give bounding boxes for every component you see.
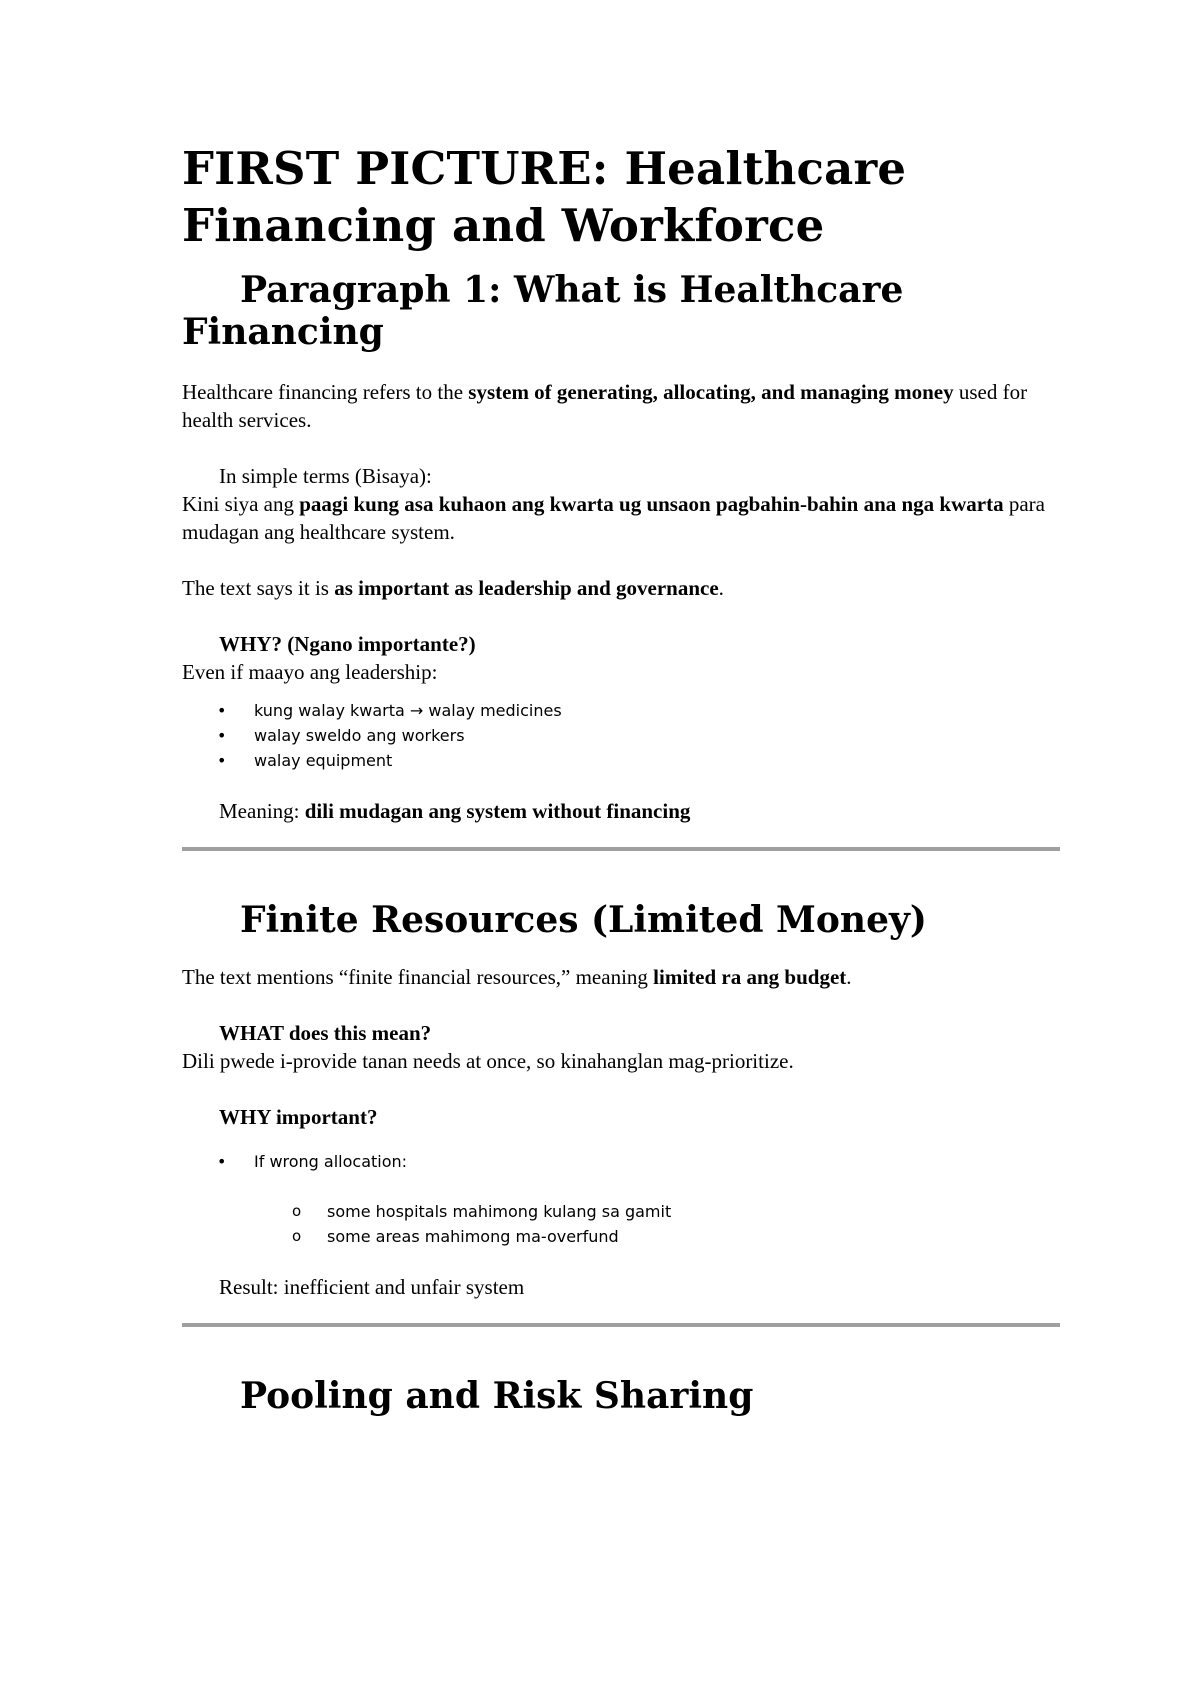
- finite-text-bold: limited ra ang budget: [653, 965, 847, 989]
- finite-mentions-paragraph: [182, 963, 1052, 991]
- bisaya-text-bold: paagi kung asa kuhaon ang kwarta ug unsaon pagbahin-bahin ana nga kwarta: [299, 492, 1004, 516]
- circle-bullet-icon: o: [292, 1202, 302, 1220]
- definition-paragraph: [182, 378, 1052, 434]
- list-item: [182, 748, 1052, 773]
- bullet-icon: •: [217, 701, 227, 720]
- meaning-text-bold: dili mudagan ang system without financing: [304, 799, 691, 823]
- document-title: FIRST PICTURE: Healthcare Financing and Workforce: [182, 142, 907, 252]
- circle-bullet-icon: o: [292, 1227, 302, 1245]
- list-item: [182, 1199, 1052, 1224]
- list-item-text: some hospitals mahimong kulang sa gamit: [327, 1202, 672, 1221]
- list-item-text: If wrong allocation:: [254, 1152, 408, 1171]
- importance-text-bold: as important as leadership and governance: [334, 576, 719, 600]
- importance-paragraph: [182, 574, 1052, 602]
- why-heading: WHY? (Ngano importante?): [219, 632, 476, 656]
- what-text: Dili pwede i-provide tanan needs at once, so kinahanglan mag-prioritize.: [182, 1049, 794, 1073]
- list-item: [182, 1224, 1052, 1249]
- importance-text-pre: The text says it is: [182, 576, 335, 600]
- why-important-heading: WHY important?: [219, 1105, 378, 1129]
- list-item: [182, 698, 1052, 723]
- bullet-icon: •: [217, 1152, 227, 1171]
- finite-text-post: .: [846, 965, 852, 989]
- bisaya-text-post: para mudagan ang healthcare system.: [182, 492, 1045, 544]
- section1-heading: Paragraph 1: What is Healthcare Financing: [182, 269, 904, 353]
- importance-text-post: .: [718, 576, 724, 600]
- section3-heading: Pooling and Risk Sharing: [240, 1375, 754, 1417]
- finite-text-pre: The text mentions “finite financial resources,” meaning: [182, 965, 654, 989]
- allocation-subbullet-list: [182, 1199, 1052, 1249]
- list-item: [182, 723, 1052, 748]
- list-item-text: walay equipment: [254, 751, 393, 770]
- what-heading: WHAT does this mean?: [219, 1021, 432, 1045]
- document-content: [182, 140, 1052, 1417]
- list-item-text: walay sweldo ang workers: [254, 726, 465, 745]
- definition-text-bold: system of generating, allocating, and managing money: [468, 380, 954, 404]
- meaning-label: Meaning:: [219, 799, 305, 823]
- bisaya-paragraph: [182, 490, 1052, 546]
- definition-text-post: used for health services.: [182, 380, 1028, 432]
- why-intro: Even if maayo ang leadership:: [182, 660, 438, 684]
- result-text: Result: inefficient and unfair system: [219, 1275, 525, 1299]
- bisaya-text-pre: Kini siya ang: [182, 492, 300, 516]
- list-item-text: kung walay kwarta → walay medicines: [254, 701, 562, 720]
- bullet-icon: •: [217, 726, 227, 745]
- section2-heading: Finite Resources (Limited Money): [240, 899, 927, 941]
- allocation-bullet-list: [182, 1149, 1052, 1174]
- simple-terms-label: In simple terms (Bisaya):: [219, 464, 432, 488]
- why-bullet-list: [182, 698, 1052, 773]
- list-item: [182, 1149, 1052, 1174]
- list-item-text: some areas mahimong ma-overfund: [327, 1227, 619, 1246]
- meaning-paragraph: [182, 797, 1052, 825]
- definition-text-pre: Healthcare financing refers to the: [182, 380, 469, 404]
- bullet-icon: •: [217, 751, 227, 770]
